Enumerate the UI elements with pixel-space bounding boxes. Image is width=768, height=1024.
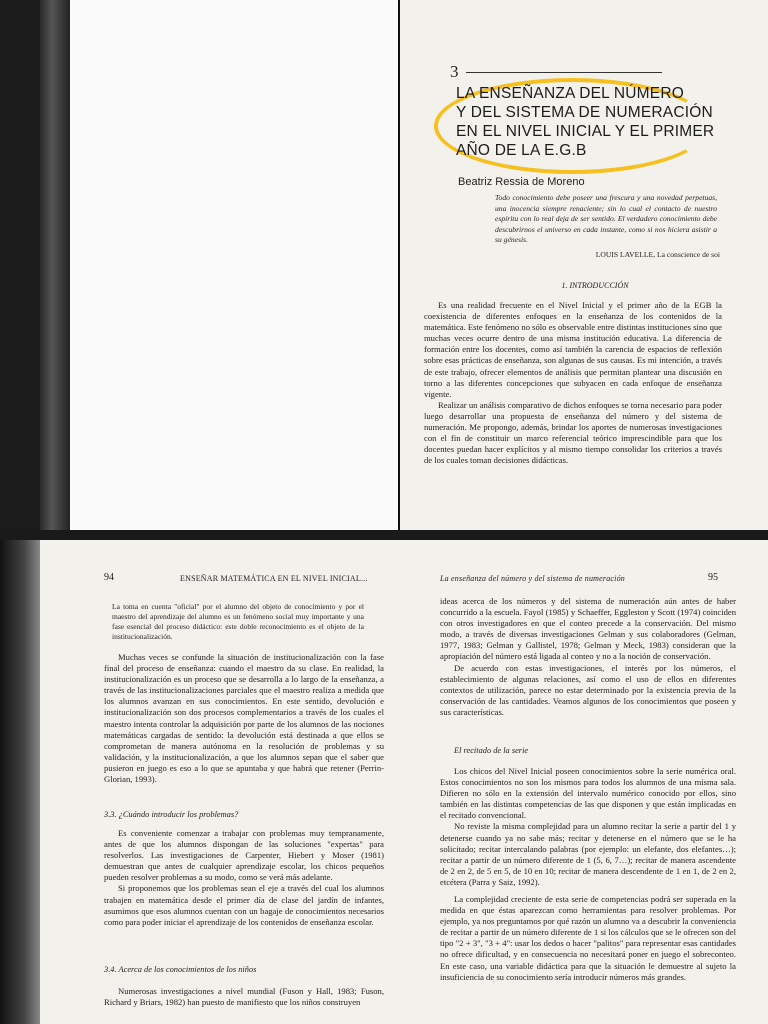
body-block (104, 652, 384, 785)
running-head: La enseñanza del número y del sistema de numeración (440, 574, 625, 583)
paragraph: ideas acerca de los números y del sistema de numeración aún antes de haber concurrido a la escuela. Fayol (1985) y Schaeffer, Eggleston y Scott (1974) coinciden con otros investigadores en que el conteo precede a la conservación. Del mismo modo, a través de diversas investigaciones Gelman y sus colaboradores (Gelman, 1977, 1983; Gelman y Gallistel, 1978; Gelman y Meck, 1983) consideran que la apropiación del número está ligada al conteo y no a la noción de conservación. (440, 596, 736, 662)
body-block (440, 894, 736, 983)
chapter-title-line: AÑO DE LA E.G.B (456, 142, 587, 159)
body-block (440, 596, 736, 718)
chapter-opening-page (400, 0, 768, 530)
running-head: ENSEÑAR MATEMÁTICA EN EL NIVEL INICIAL... (180, 574, 368, 583)
body-block (104, 828, 384, 928)
chapter-number: 3 (450, 62, 459, 81)
chapter-title-line: Y DEL SISTEMA DE NUMERACIÓN (456, 104, 713, 121)
paragraph: Si proponemos que los problemas sean el eje a través del cual los alumnos trabajen en matemática desde el primer día de clase del jardín de infantes, asumimos que esos alumnos cuentan con un bagaje de conocimientos necesarios como para poder iniciar el aprendizaje de los contenidos de enseñanza escolar. (104, 883, 384, 927)
page-95 (400, 540, 768, 1024)
chapter-rule (466, 72, 662, 73)
blank-left-page (70, 0, 400, 530)
paragraph: Es una realidad frecuente en el Nivel Inicial y el primer año de la EGB la coexistencia de diferentes enfoques en la enseñanza de los contenidos de la matemática. Este fenómeno no sólo es observable entre distintas instituciones sino que muchas veces ocurre dentro de una misma institución educativa. La diferencia de formación entre los docentes, como así también la carencia de espacios de reflexión sobre esas prácticas de enseñanza, son algunas de sus causas. Es mi intención, a través de este trabajo, ofrecer elementos de análisis que permitan plantear una discusión en torno a las diferentes concepciones que subyacen en cada enfoque de enseñanza vigente. (424, 300, 722, 399)
paragraph: La complejidad creciente de esta serie de competencias podrá ser superada en la medida en que éstas aparezcan como herramientas para resolver problemas. Por ejemplo, ya nos preguntamos por qué razón un alumno va a descubrir la conveniencia de recitar a partir de un número diferente de 1 si los cálculos que se le ofrecen son del tipo "2 + 3", "3 + 4": usar los dedos o hacer "palitos" para representar esas cantidades no ofrece dificultad, y en consecuencia no necesitará poner en juego el sobreconteo. En este caso, una variable didáctica para que la situación le demuestre al sujeto la insuficiencia de su conocimiento sería introducir números más grandes. (440, 894, 736, 982)
author-name: Beatriz Ressia de Moreno (458, 176, 585, 188)
intro-body (424, 300, 722, 466)
subheading: 3.3. ¿Cuándo introducir los problemas? (104, 810, 239, 819)
paragraph: De acuerdo con estas investigaciones, el interés por los números, el establecimiento de algunas relaciones, así como el uso de ellos en diferentes contextos de utilización, parece no estar determinado por la existencia previa de la conservación de las cantidades. Veamos algunos de los conocimientos que poseen y sus características. (440, 662, 736, 717)
body-block (440, 766, 736, 888)
subheading: 3.4. Acerca de los conocimientos de los niños (104, 965, 257, 974)
paragraph: Los chicos del Nivel Inicial poseen conocimientos sobre la serie numérica oral. Estos conocimientos no son los mismos para todos los alumnos de una misma sala. Difieren no sólo en la extensión del intervalo numérico conocido por ellos, sino también en las distintas competencias de las que disponen y que están implicadas en el recitado convencional. (440, 766, 736, 821)
paragraph: Es conveniente comenzar a trabajar con problemas muy tempranamente, antes de que los alumnos dispongan de las soluciones "expertas" para resolverlos. Las investigaciones de Carpenter, Hiebert y Moser (1981) demuestran que antes de cualquier aprendizaje escolar, los chicos pequeños pueden resolver problemas a su modo, como se verá más adelante. (104, 828, 384, 883)
body-block (104, 986, 384, 1008)
page-94 (40, 540, 400, 1024)
epigraph: Todo conocimiento debe poseer una frescura y una novedad perpetuas, una inocencia siempre renaciente; sin lo cual el contacto de nuestro espíritu con lo real deja de ser sentido. El verdadero conocimiento debe descubrirnos el universo en cada instante, como si nos hiciera asistir a su génesis. (495, 193, 717, 245)
scan-edge-bottom-left (0, 540, 40, 1024)
paragraph: Muchas veces se confunde la situación de institucionalización con la fase final del proceso de enseñanza: cuando el maestro da su clase. En realidad, la institucionalización es un proceso que se desarrolla a lo largo de la enseñanza, a través de las institucionalizaciones parciales que el maestro realiza a medida que los alumnos avanzan en sus conocimientos. En este sentido, devolución e institucionalización son dos procesos complementarios a través de los cuales el maestro intenta controlar la adquisición por parte de los alumnos de las nociones matemáticas cargadas de sentido: la devolución está destinada a que ellos se comprometan de manera autónoma en la resolución de problemas y su validación, y la institucionalización, a que los alumnos sepan que el saber que pusieron en juego es eso a lo que se apuntaba y que habrá que retener (Perrin-Glorian, 1993). (104, 652, 384, 785)
chapter-title (456, 84, 716, 160)
paragraph: Numerosas investigaciones a nivel mundial (Fuson y Hall, 1983; Fuson, Richard y Briars, 1982) han puesto de manifiesto que los niños construyen (104, 986, 384, 1008)
epigraph-source: LOUIS LAVELLE, La conscience de soi (595, 250, 720, 259)
subheading: El recitado de la serie (454, 746, 529, 755)
chapter-title-line: EN EL NIVEL INICIAL Y EL PRIMER (456, 123, 715, 140)
page-number: 95 (708, 572, 718, 583)
note-text: La toma en cuenta "oficial" por el alumno del objeto de conocimiento y por el maestro del aprendizaje del alumno es un fenómeno social muy importante y una fase esencial del proceso didáctico: este doble reconocimiento es el objeto de la institucionalización. (112, 602, 364, 641)
paragraph: No reviste la misma complejidad para un alumno recitar la serie a partir del 1 y detenerse cuando ya no sabe más; recitar y detenerse en el número que se le ha solicitado; recitar intercalando palabras (por ejemplo: un elefante, dos elefantes…); recitar a partir de un número diferente de 1 (5, 6, 7…); recitar de manera ascendente de 2 en 2, de 5 en 5, de 10 en 10; recitar de manera descendente de 1 en 1, de 2 en 2, etcétera (Parra y Saiz, 1992). (440, 821, 736, 887)
paragraph: Realizar un análisis comparativo de dichos enfoques se torna necesario para poder luego desarrollar una propuesta de enseñanza del número y del sistema de numeración. Me propongo, además, brindar los aportes de numerosas investigaciones con el fin de constituir un marco referencial teórico imprescindible para que los docentes puedan hacer explícitos y al mismo tiempo consolidar los criterios a través de los cuales toman decisiones didácticas. (424, 399, 722, 466)
section-heading: 1. INTRODUCCIÓN (561, 281, 629, 290)
chapter-title-line: LA ENSEÑANZA DEL NÚMERO (456, 85, 684, 102)
page-number: 94 (104, 572, 114, 583)
